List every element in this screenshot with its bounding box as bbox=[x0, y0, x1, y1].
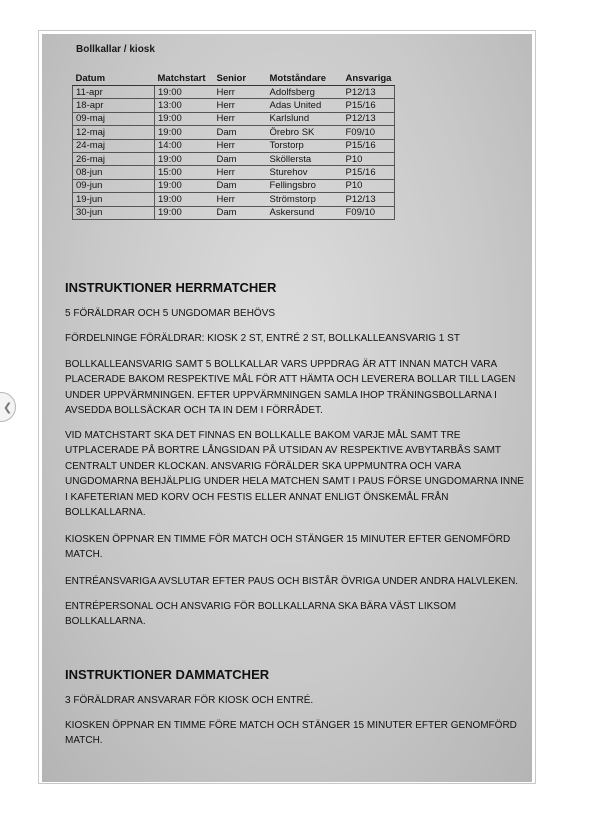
cell-date: 26-maj bbox=[73, 152, 155, 165]
table-row bbox=[73, 193, 395, 206]
paragraph-dam-2: KIOSKEN ÖPPNAR EN TIMME FÖRE MATCH OCH STÄNGER 15 MINUTER EFTER GENOMFÖRD MATCH. bbox=[65, 720, 517, 747]
table-row bbox=[73, 99, 395, 112]
table-row bbox=[73, 86, 395, 99]
cell-senior: Dam bbox=[214, 126, 267, 139]
header-datum: Datum bbox=[73, 72, 155, 86]
cell-responsible: P12/13 bbox=[343, 193, 395, 206]
schedule-table bbox=[72, 72, 395, 220]
cell-senior: Dam bbox=[214, 152, 267, 165]
cell-time: 14:00 bbox=[155, 139, 214, 152]
chevron-left-icon: ❮ bbox=[3, 401, 13, 414]
cell-responsible: P10 bbox=[343, 152, 395, 165]
cell-date: 24-maj bbox=[73, 139, 155, 152]
paragraph-herr-4: VID MATCHSTART SKA DET FINNAS EN BOLLKALLE BAKOM VARJE MÅL SAMT TRE UTPLACERADE PÅ BORTRE LÅNGSIDAN PÅ UTSIDAN AV RESPEKTIVE AVBYTARBÅS SAMT CENTRALT UNDER KLOCKAN. ANSVARIG FÖRÄLDER SKA UPPMUNTRA OCH VARA UNGDOMARNA BEHJÄLPLIG UNDER HELA MATCHEN SAMT I PAUS FÖRSE UNGDOMARNA INNE I KAFETERIAN MED KORV OCH FESTIS ELLER ANNAT ENLIGT ÖNSKEMÅL FRÅN BOLLKALLARNA. bbox=[65, 430, 524, 519]
cell-opponent: Örebro SK bbox=[267, 126, 343, 139]
cell-opponent: Karlslund bbox=[267, 112, 343, 125]
paragraph-herr-5: KIOSKEN ÖPPNAR EN TIMME FÖR MATCH OCH STÄNGER 15 MINUTER EFTER GENOMFÖRD MATCH. bbox=[65, 534, 511, 561]
paragraph-dam-1: 3 FÖRÄLDRAR ANSVARAR FÖR KIOSK OCH ENTRÉ. bbox=[65, 695, 314, 706]
cell-senior: Herr bbox=[214, 139, 267, 152]
cell-time: 15:00 bbox=[155, 166, 214, 179]
document-title: Bollkallar / kiosk bbox=[76, 44, 155, 55]
cell-date: 30-jun bbox=[73, 206, 155, 219]
cell-responsible: P15/16 bbox=[343, 166, 395, 179]
header-motstandare: Motståndare bbox=[267, 72, 343, 86]
cell-senior: Herr bbox=[214, 193, 267, 206]
cell-date: 18-apr bbox=[73, 99, 155, 112]
cell-time: 19:00 bbox=[155, 206, 214, 219]
cell-date: 19-jun bbox=[73, 193, 155, 206]
table-row bbox=[73, 126, 395, 139]
cell-time: 19:00 bbox=[155, 112, 214, 125]
cell-opponent: Adolfsberg bbox=[267, 86, 343, 99]
cell-opponent: Torstorp bbox=[267, 139, 343, 152]
cell-responsible: P15/16 bbox=[343, 139, 395, 152]
cell-responsible: F09/10 bbox=[343, 206, 395, 219]
cell-date: 11-apr bbox=[73, 86, 155, 99]
header-senior: Senior bbox=[214, 72, 267, 86]
cell-date: 08-jun bbox=[73, 166, 155, 179]
cell-senior: Herr bbox=[214, 112, 267, 125]
cell-opponent: Adas United bbox=[267, 99, 343, 112]
header-matchstart: Matchstart bbox=[155, 72, 214, 86]
header-ansvariga: Ansvariga bbox=[343, 72, 395, 86]
cell-time: 19:00 bbox=[155, 152, 214, 165]
cell-responsible: P15/16 bbox=[343, 99, 395, 112]
paragraph-herr-7: ENTRÉPERSONAL OCH ANSVARIG FÖR BOLLKALLARNA SKA BÄRA VÄST LIKSOM BOLLKALLARNA. bbox=[65, 601, 457, 628]
cell-opponent: Sturehov bbox=[267, 166, 343, 179]
table-header-row bbox=[73, 72, 395, 86]
cell-date: 09-jun bbox=[73, 179, 155, 192]
heading-dam: INSTRUKTIONER DAMMATCHER bbox=[65, 667, 270, 682]
cell-responsible: P12/13 bbox=[343, 112, 395, 125]
table-row bbox=[73, 112, 395, 125]
cell-opponent: Strömstorp bbox=[267, 193, 343, 206]
cell-responsible: F09/10 bbox=[343, 126, 395, 139]
table-row bbox=[73, 179, 395, 192]
cell-time: 13:00 bbox=[155, 99, 214, 112]
cell-time: 19:00 bbox=[155, 179, 214, 192]
table-row bbox=[73, 206, 395, 219]
table-row bbox=[73, 139, 395, 152]
cell-time: 19:00 bbox=[155, 126, 214, 139]
previous-button[interactable] bbox=[0, 392, 16, 422]
cell-senior: Dam bbox=[214, 179, 267, 192]
cell-responsible: P10 bbox=[343, 179, 395, 192]
heading-herr: INSTRUKTIONER HERRMATCHER bbox=[65, 280, 277, 295]
cell-senior: Herr bbox=[214, 99, 267, 112]
cell-senior: Herr bbox=[214, 166, 267, 179]
table-row bbox=[73, 166, 395, 179]
cell-senior: Herr bbox=[214, 86, 267, 99]
paragraph-herr-3: BOLLKALLEANSVARIG SAMT 5 BOLLKALLAR VARS UPPDRAG ÄR ATT INNAN MATCH VARA PLACERADE BAKOM RESPEKTIVE MÅL FÖR ATT HÄMTA OCH LEVERERA BOLLAR TILL LAGEN UNDER UPPVÄRMNINGEN. EFTER UPPVÄRMNINGEN SAMLA IHOP TRÄNINGSBOLLARNA I AVSEDDA BOLLSÄCKAR OCH TA IN DEM I FÖRRÅDET. bbox=[65, 359, 516, 417]
cell-opponent: Askersund bbox=[267, 206, 343, 219]
cell-opponent: Sköllersta bbox=[267, 152, 343, 165]
cell-date: 09-maj bbox=[73, 112, 155, 125]
cell-opponent: Fellingsbro bbox=[267, 179, 343, 192]
paragraph-herr-1: 5 FÖRÄLDRAR OCH 5 UNGDOMAR BEHÖVS bbox=[65, 308, 276, 319]
cell-time: 19:00 bbox=[155, 86, 214, 99]
cell-date: 12-maj bbox=[73, 126, 155, 139]
cell-time: 19:00 bbox=[155, 193, 214, 206]
paragraph-herr-6: ENTRÉANSVARIGA AVSLUTAR EFTER PAUS OCH BISTÅR ÖVRIGA UNDER ANDRA HALVLEKEN. bbox=[65, 576, 519, 587]
table-row bbox=[73, 152, 395, 165]
paragraph-herr-2: FÖRDELNINGE FÖRÄLDRAR: KIOSK 2 ST, ENTRÉ 2 ST, BOLLKALLEANSVARIG 1 ST bbox=[65, 333, 460, 344]
cell-senior: Dam bbox=[214, 206, 267, 219]
cell-responsible: P12/13 bbox=[343, 86, 395, 99]
